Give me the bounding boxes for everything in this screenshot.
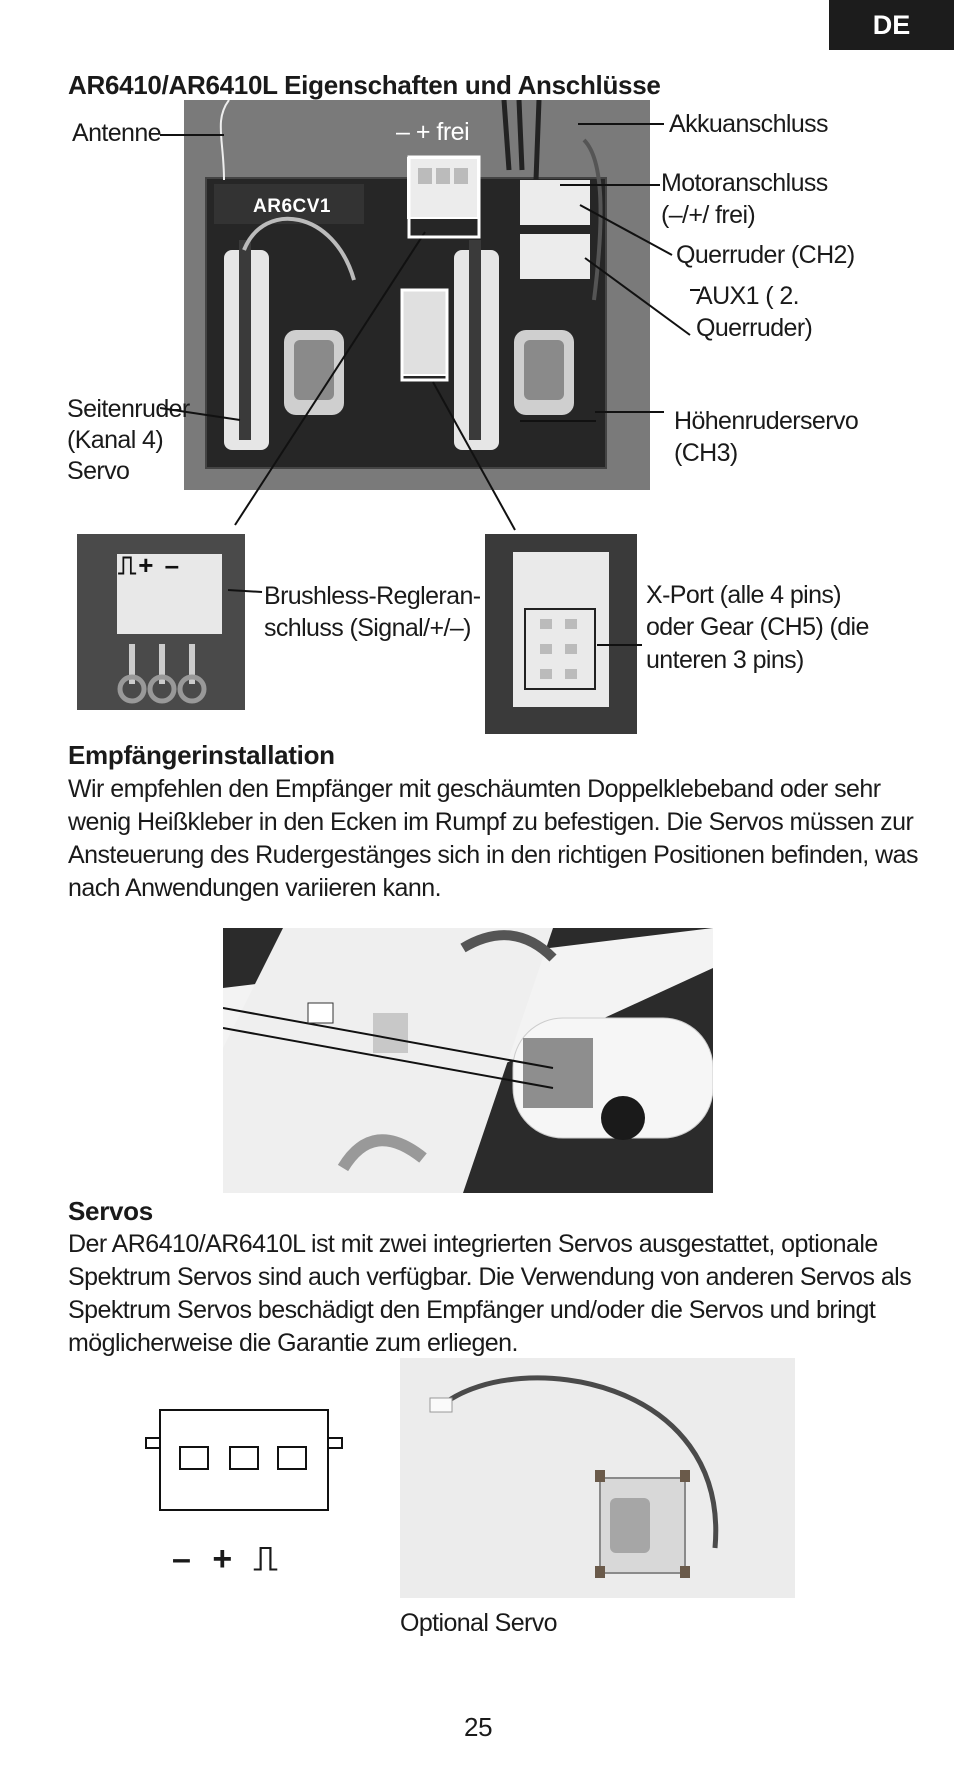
diagram-title: AR6410/AR6410L Eigenschaften und Anschlüsse [68, 70, 661, 100]
label-aux1-1: AUX1 ( 2. [696, 282, 799, 310]
label-seitenruder-3: Servo [67, 457, 130, 485]
install-line-4: nach Anwendungen variieren kann. [68, 874, 441, 902]
label-seitenruder-2: (Kanal 4) [67, 426, 164, 454]
install-heading: Empfängerinstallation [68, 740, 335, 770]
language-tab: DE [829, 0, 954, 50]
optional-servo-photo [400, 1358, 795, 1598]
pins-top-label: – + frei [396, 118, 470, 146]
label-seitenruder-1: Seitenruder [67, 395, 190, 423]
install-line-3: Ansteuerung des Rudergestänges sich in den richtigen Positionen befinden, was [68, 841, 918, 869]
label-antenne: Antenne [72, 119, 161, 147]
label-motoranschluss-2: (–/+/ frei) [661, 201, 756, 229]
label-brushless-2: schluss (Signal/+/–) [264, 614, 471, 642]
optional-servo-illustration [400, 1358, 795, 1598]
label-hoehenruder-1: Höhenruderservo [674, 407, 859, 435]
install-line-1: Wir empfehlen den Empfänger mit geschäumten Doppelklebeband oder sehr [68, 775, 881, 803]
label-xport-2: oder Gear (CH5) (die [646, 613, 869, 641]
fuselage-illustration [223, 928, 713, 1193]
leader-lines [0, 0, 954, 760]
servos-line-3: Spektrum Servos beschädigt den Empfänger und/oder die Servos und bringt [68, 1296, 876, 1324]
servos-line-4: möglicherweise die Garantie zum erliegen. [68, 1329, 518, 1357]
label-aux1-2: Querruder) [696, 314, 813, 342]
label-xport-1: X-Port (alle 4 pins) [646, 581, 842, 609]
inset-pin-symbols: ⎍+ – [118, 550, 182, 580]
servos-heading: Servos [68, 1196, 153, 1226]
optional-servo-caption: Optional Servo [400, 1609, 557, 1637]
label-akkuanschluss: Akkuanschluss [669, 110, 828, 138]
install-line-2: wenig Heißkleber in den Ecken im Rumpf zu befestigen. Die Servos müssen zur [68, 808, 914, 836]
connector-pin-symbols: – + ⎍ [172, 1540, 284, 1578]
installation-photo [223, 928, 713, 1193]
servos-line-2: Spektrum Servos sind auch verfügbar. Die Verwendung von anderen Servos als [68, 1263, 912, 1291]
label-querruder: Querruder (CH2) [676, 241, 855, 269]
servo-connector-diagram [140, 1400, 350, 1520]
board-marking: AR6CV1 [253, 196, 331, 217]
label-motoranschluss-1: Motoranschluss [661, 169, 828, 197]
page-number: 25 [464, 1712, 493, 1742]
label-xport-3: unteren 3 pins) [646, 646, 804, 674]
label-brushless-1: Brushless-Regleran- [264, 582, 481, 610]
servos-line-1: Der AR6410/AR6410L ist mit zwei integrierten Servos ausgestattet, optionale [68, 1230, 878, 1258]
label-hoehenruder-2: (CH3) [674, 439, 738, 467]
